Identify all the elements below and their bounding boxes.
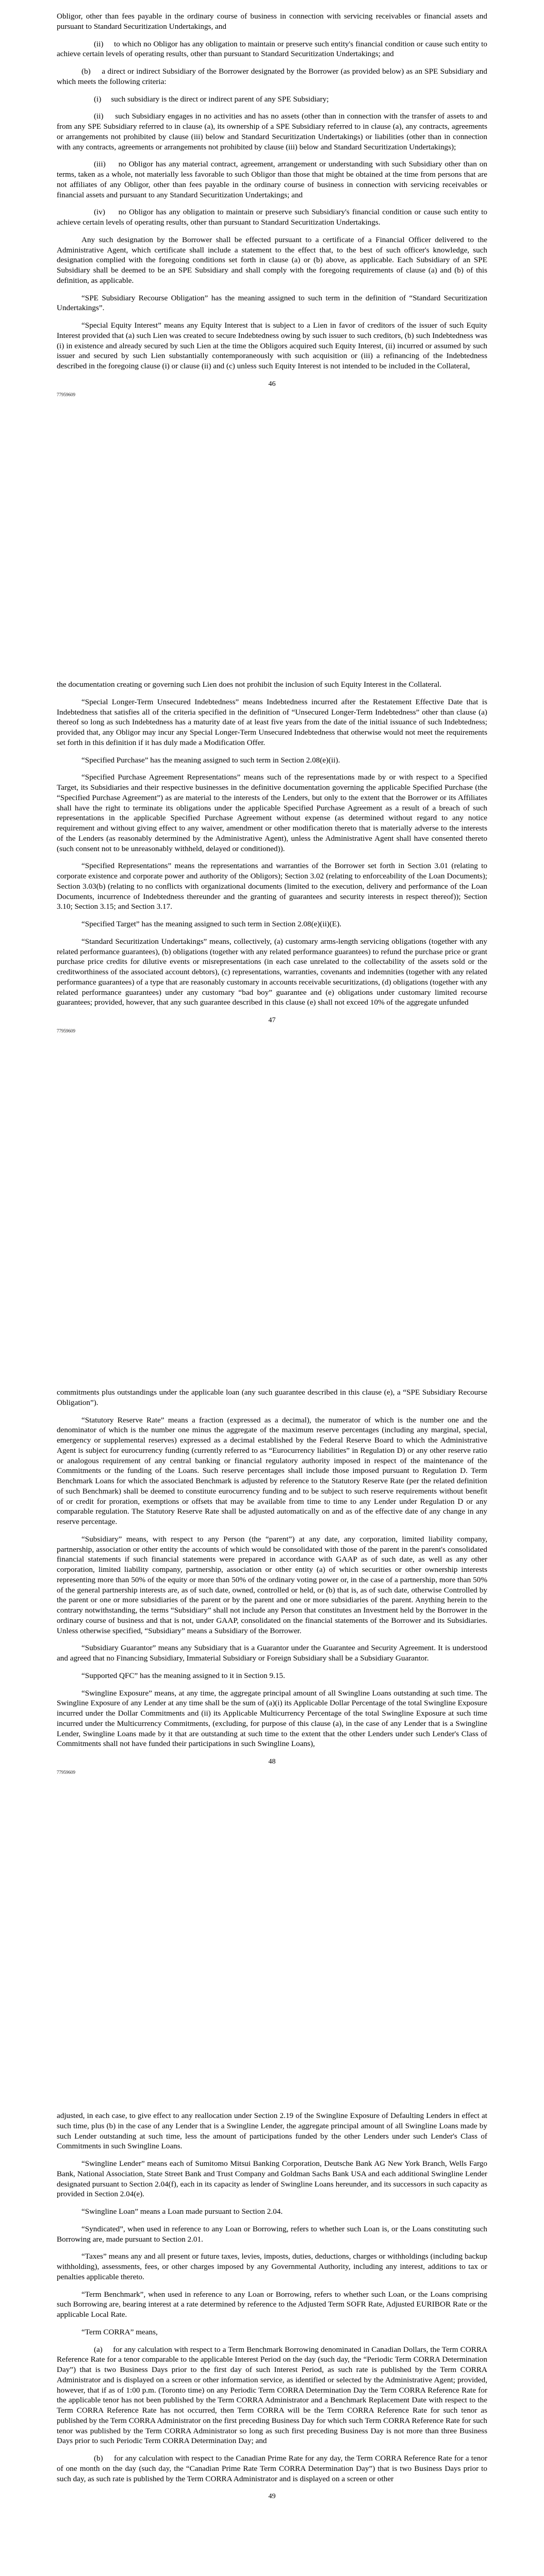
paragraph: “Specified Target” has the meaning assigned to such term in Section 2.08(e)(ii)(E). (81, 920, 342, 928)
paragraph: (ii) to which no Obligor has any obligation to maintain or preserve such entity's financial condition or cause such entity to achieve certain levels of operating results, other than pursuant to Standard Securitization Undertakings; and (57, 39, 487, 59)
paragraph: the documentation creating or governing such Lien does not prohibit the inclusion of such Equity Interest in the Collateral. (57, 680, 442, 689)
page-48 (0, 1372, 544, 2073)
paragraph: (i) such subsidiary is the direct or indirect parent of any SPE Subsidiary; (94, 94, 329, 104)
paragraph: “Swingline Lender” means each of Sumitomo Mitsui Banking Corporation, Deutsche Bank AG New York Branch, Wells Fargo Bank, National Association, State Street Bank and Trust Company and Goldman Sachs Bank USA and each additional Swingline Lender designated pursuant to Section 2.04(f), each in its capacity as lender of Swingline Loans hereunder, and its successors in such capacity as provided in Section 2.04(e). (57, 2159, 487, 2199)
page-49 (0, 2095, 544, 2576)
paragraph: (iv) no Obligor has any obligation to maintain or preserve such Subsidiary's financial condition or cause such entity to achieve certain levels of operating results, other than pursuant to Standard Securitization Undertakings. (57, 208, 487, 227)
paragraph: “Specified Representations” means the representations and warranties of the Borrower set forth in Section 3.01 (relating to corporate existence and corporate power and authority of the Obligors); Section 3.02 (relating to enforceability of the Loan Documents); Section 3.03(b) (relating to no conflicts with organizational documents (limited to the execution, delivery and performance of the Loan Documents, incurrence of Indebtedness thereunder and the granting of guarantees and security interests in respect thereof)); Section 3.10; Section 3.15; and Section 3.17. (57, 861, 487, 911)
paragraph: “Swingline Loan” means a Loan made pursuant to Section 2.04. (81, 2207, 283, 2216)
paragraph: “Taxes” means any and all present or future taxes, levies, imposts, duties, deductions, charges or withholdings (including backup withholding), assessments, fees, or other charges imposed by any Governmental Authority, including any interest, additions to tax or penalties applicable thereto. (57, 2252, 487, 2281)
paragraph: “Statutory Reserve Rate” means a fraction (expressed as a decimal), the numerator of which is the number one and the denominator of which is the number one minus the aggregate of the maximum reserve percentages (including any marginal, special, emergency or supplemental reserves) expressed as a decimal established by the Federal Reserve Board to which the Administrative Agent is subject for eurocurrency funding (currently referred to as “Eurocurrency liabilities” in Regulation D) or any other reserve ratio or analogous requirement of any central banking or financial regulatory authority imposed in respect of the maintenance of the Commitments or the funding of the Loans. Such reserve percentages shall include those imposed pursuant to Regulation D. Term Benchmark Loans for which the associated Benchmark is adjusted by reference to the Statutory Reserve Rate (per the related definition of such Benchmark) shall be deemed to constitute eurocurrency funding and to be subject to such reserve requirements without benefit of or credit for proration, exemptions or offsets that may be available from time to time to any Lender under Regulation D or any comparable regulation. The Statutory Reserve Rate shall be adjusted automatically on and as of the effective date of any change in any reserve percentage. (57, 1415, 487, 1526)
paragraph: “Special Equity Interest” means any Equity Interest that is subject to a Lien in favor of creditors of the issuer of such Equity Interest provided that (a) such Lien was created to secure Indebtedness owing by such issuer to such creditors, (b) such Indebtedness was (i) in existence and already secured by such Lien at the time the Obligors acquired such Equity Interest, (ii) incurred or assumed by such issuer and secured by such Lien substantially contemporaneously with such acquisition or (iii) a refinancing of the Indebtedness described in the foregoing clause (i) or clause (ii) and (c) unless such Equity Interest is not intended to be included in the Collateral, (57, 321, 487, 370)
paragraph: (a) for any calculation with respect to a Term Benchmark Borrowing denominated in Canadian Dollars, the Term CORRA Reference Rate for a tenor comparable to the applicable Interest Period on the day (such day, the “Periodic Term CORRA Determination Day”) that is two Business Days prior to the first day of such Interest Period, as such rate is published by the Term CORRA Administrator and is displayed on a screen or other information service, as identified or selected by the Administrative Agent; provided, however, that if as of 1:00 p.m. (Toronto time) on any Periodic Term CORRA Determination Day the Term CORRA Reference Rate for the applicable tenor has not been published by the Term CORRA Administrator and a Benchmark Replacement Date with respect to the Term CORRA Reference Rate has not occurred, then Term CORRA will be the Term CORRA Reference Rate for such tenor as published by the Term CORRA Administrator on the first preceding Business Day for which such Term CORRA Reference Rate for such tenor was published by the Term CORRA Administrator so long as such first preceding Business Day is not more than three Business Days prior to such Periodic Term CORRA Determination Day; and (57, 2345, 487, 2446)
page-separator (0, 641, 544, 664)
doc-id-footer: 77959609 (57, 1770, 75, 1775)
page-separator (0, 2073, 544, 2095)
paragraph: Any such designation by the Borrower shall be effected pursuant to a certificate of a Financial Officer delivered to the Administrative Agent, which certificate shall include a statement to the effect that, to the best of such officer's knowledge, such designation complied with the foregoing conditions set forth in clause (a) or (b) above, as applicable. Each Subsidiary of an SPE Subsidiary shall be deemed to be an SPE Subsidiary and shall comply with the foregoing requirements of clause (a) and (b) of this definition, as applicable. (57, 235, 487, 285)
paragraph: adjusted, in each case, to give effect to any reallocation under Section 2.19 of the Swingline Exposure of Defaulting Lenders in effect at such time, plus (b) in the case of any Lender that is a Swingline Lender, the aggregate principal amount of all Swingline Loans made by such Lender outstanding at such time, less the amount of participations funded by the other Lenders under such Lender's Class of Commitments in such Swingline Loans. (57, 2111, 487, 2151)
doc-id-footer: 77959609 (57, 392, 75, 397)
paragraph: (ii) such Subsidiary engages in no activities and has no assets (other than in connection with the transfer of assets to and from any SPE Subsidiary referred to in clause (a), its ownership of a SPE Subsidiary referred to in clause (a), any contracts, agreements or arrangements not prohibited by clause (iii) below and Standard Securitization Undertakings) or liabilities (other than in connection with any contracts, agreements or arrangements not prohibited by clause (iii) below and Standard Securitization Undertakings); (57, 112, 487, 151)
paragraph: “Special Longer-Term Unsecured Indebtedness” means Indebtedness incurred after the Restatement Effective Date that is Indebtedness that satisfies all of the criteria specified in the definition of “Unsecured Longer-Term Indebtedness” other than clause (a) thereof so long as such Indebtedness has a maturity date of at least five years from the date of the initial issuance of such Indebtedness; provided that, any Obligor may incur any Special Longer-Term Unsecured Indebtedness that otherwise would not meet the requirements set forth in this definition if it has duly made a Modification Offer. (57, 697, 487, 747)
page-number: 48 (268, 1758, 276, 1766)
page-number: 49 (268, 2493, 276, 2501)
paragraph: Obligor, other than fees payable in the ordinary course of business in connection with servicing receivables or financial assets and pursuant to Standard Securitization Undertakings, and (57, 12, 487, 31)
paragraph: “Syndicated”, when used in reference to any Loan or Borrowing, refers to whether such Loan is, or the Loans constituting such Borrowing are, made pursuant to Section 2.01. (57, 2224, 487, 2244)
paragraph: “Subsidiary Guarantor” means any Subsidiary that is a Guarantor under the Guarantee and Security Agreement. It is understood and agreed that no Financing Subsidiary, Immaterial Subsidiary or Foreign Subsidiary shall be a Subsidiary Guarantor. (57, 1643, 487, 1663)
paragraph: “Term CORRA” means, (81, 2327, 158, 2336)
paragraph: (b) for any calculation with respect to the Canadian Prime Rate for any day, the Term CORRA Reference Rate for a tenor of one month on the day (such day, the “Canadian Prime Rate Term CORRA Determination Day”) that is two Business Days prior to such day, as such rate is published by the Term CORRA Administrator and is displayed on a screen or other (57, 2454, 487, 2483)
doc-id-footer: 77959609 (57, 1028, 75, 1034)
paragraph: “Subsidiary” means, with respect to any Person (the “parent”) at any date, any corporation, limited liability company, partnership, association or other entity the accounts of which would be consolidated with those of the parent in the parent's consolidated financial statements if such financial statements were prepared in accordance with GAAP as of such date, as well as any other corporation, limited liability company, partnership, association or other entity (a) of which securities or other ownership interests representing more than 50% of the equity or more than 50% of the ordinary voting power or, in the case of a partnership, more than 50% of the general partnership interests are, as of such date, owned, controlled or held, or (b) that is, as of such date, otherwise Controlled by the parent or one or more subsidiaries of the parent or by the parent and one or more subsidiaries of the parent. Anything herein to the contrary notwithstanding, the terms “Subsidiary” shall not include any Person that constitutes an Investment held by the Borrower in the ordinary course of business and that is not, under GAAP, consolidated on the financial statements of the Borrower and its Subsidiaries. Unless otherwise specified, “Subsidiary” means a Subsidiary of the Borrower. (57, 1534, 487, 1635)
page-46 (0, 0, 544, 641)
paragraph: “SPE Subsidiary Recourse Obligation” has the meaning assigned to such term in the definition of “Standard Securitization Undertakings”. (57, 293, 487, 313)
page-separator (0, 1349, 544, 1372)
paragraph: “Term Benchmark”, when used in reference to any Loan or Borrowing, refers to whether such Loan, or the Loans comprising such Borrowing are, bearing interest at a rate determined by reference to the Adjusted Term SOFR Rate, Adjusted EURIBOR Rate or the applicable Local Rate. (57, 2290, 487, 2319)
paragraph: “Swingline Exposure” means, at any time, the aggregate principal amount of all Swingline Loans outstanding at such time. The Swingline Exposure of any Lender at any time shall be the sum of (a)(i) its Applicable Dollar Percentage of the total Swingline Exposure incurred under the Dollar Commitments and (ii) its Applicable Multicurrency Percentage of the total Swingline Exposure at such time incurred under the Multicurrency Commitments, (excluding, for purpose of this clause (a), in the case of any Lender that is a Swingline Lender, Swingline Loans made by it that are outstanding at such time to the extent that the other Lenders under such Lender's Class of Commitments shall not have funded their participations in such Swingline Loans), (57, 1688, 487, 1749)
page-number: 46 (268, 380, 276, 388)
paragraph: (b) a direct or indirect Subsidiary of the Borrower designated by the Borrower (as provided below) as an SPE Subsidiary and which meets the following criteria: (57, 67, 487, 86)
page-number: 47 (268, 1016, 276, 1024)
paragraph: “Standard Securitization Undertakings” means, collectively, (a) customary arms-length servicing obligations (together with any related performance guarantees), (b) obligations (together with any related performance guarantees) to refund the purchase price or grant purchase price credits for dilutive events or misrepresentations (in each case unrelated to the collectability of the assets sold or the creditworthiness of the associated account debtors), (c) representations, warranties, covenants and indemnities (together with any related performance guarantees) of a type that are reasonably customary in accounts receivable securitizations, (d) obligations (together with any related performance guarantees) under any customary “bad boy” guarantee and (e) obligations under customary limited recourse guarantees; provided, however, that any such guarantee described in this clause (e) shall not exceed 10% of the aggregate unfunded (57, 937, 487, 1007)
paragraph: commitments plus outstandings under the applicable loan (any such guarantee described in this clause (e), a “SPE Subsidiary Recourse Obligation”). (57, 1388, 487, 1407)
paragraph: (iii) no Obligor has any material contract, agreement, arrangement or understanding with such Subsidiary other than on terms, taken as a whole, not materially less favorable to such Obligor than those that might be obtained at the time from persons that are not affiliates of any Obligor, other than fees payable in the ordinary course of business in connection with servicing receivables or financial assets and pursuant to any Standard Securitization Undertakings; and (57, 160, 487, 199)
page-47 (0, 664, 544, 1349)
paragraph: “Supported QFC” has the meaning assigned to it in Section 9.15. (81, 1671, 285, 1680)
paragraph: “Specified Purchase” has the meaning assigned to such term in Section 2.08(e)(ii). (81, 755, 340, 765)
paragraph: “Specified Purchase Agreement Representations” means such of the representations made by or with respect to a Specified Target, its Subsidiaries and their respective businesses in the definitive documentation governing the applicable Specified Purchase (the “Specified Purchase Agreement”) as are material to the interests of the Lenders, but only to the extent that the Borrower or its Affiliates shall have the right to terminate its obligations under the applicable Specified Purchase Agreement as a result of a breach of such representations in the applicable Specified Purchase Agreement without expense (as determined without regard to any notice requirement and without giving effect to any waiver, amendment or other modification thereto that is materially adverse to the interests of the Lenders (as reasonably determined by the Administrative Agent), unless the Administrative Agent shall have consented thereto (such consent not to be unreasonably withheld, delayed or conditioned)). (57, 773, 487, 853)
